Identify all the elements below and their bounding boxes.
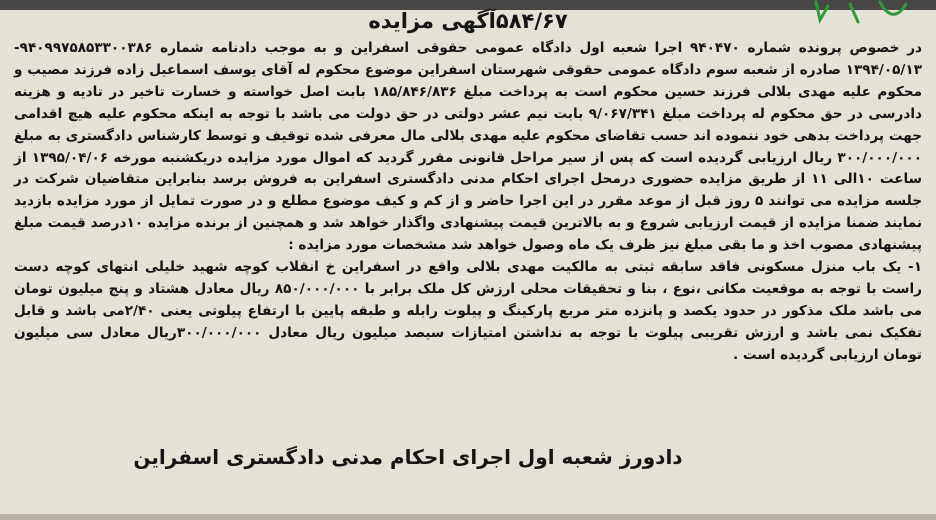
notice-signature: دادورز شعبه اول اجرای احکام مدنی دادگستری اسفراین [133,445,683,469]
bottom-edge [0,514,936,520]
notice-title: ۵۸۴/۶۷آگهی مزایده [368,9,568,33]
notice-paragraph-case: در خصوص پرونده شماره ۹۴۰۴۷۰ اجرا شعبه اول دادگاه عمومی حقوقی اسفراین و به موجب دادنامه شماره ۹۴۰۹۹۷۵۸۵۳۳۰۰۳۸۶- ۱۳۹۴/۰۵/۱۳ صادره از شعبه سوم دادگاه عمومی حقوقی شهرستان اسفراین موضوع محکوم له آقای یوسف اسماعیل زاده فرزند مصیب و محکوم علیه مهدی بلالی فرزند حسین محکوم است به پرداخت مبلغ ۱۸۵/۸۴۶/۸۳۶ بابت اصل خواسته و خسارت تاخیر در تادیه و هزینه دادرسی در حق محکوم له پرداخت مبلغ ۹/۰۶۷/۳۴۱ بابت نیم عشر دولتی در حق دولت می باشد با توجه به اینکه محکوم علیه هیچ اقدامی جهت پرداخت بدهی خود ننموده اند حسب تقاضای محکوم علیه مهدی بلالی مال معرفی شده توقیف و توسط کارشناس دادگستری به مبلغ ۳۰۰/۰۰۰/۰۰۰ ریال ارزیابی گردیده است که پس از سیر مراحل قانونی مقرر گردید که اموال مورد مزایده دریکشنبه مورخه ۱۳۹۵/۰۴/۰۶ از ساعت ۱۰الی ۱۱ از طریق مزایده حضوری درمحل اجرای احکام مدنی دادگستری اسفراین به فروش برسد بنابراین متقاضیان شرکت در جلسه مزایده می توانند ۵ روز قبل از موعد مقرر در این اجرا حاضر و از کم و کیف موضوع مطلع و در صورت تمایل از مورد مزایده بازدید نمایند ضمنا مزایده از قیمت ارزیابی شروع و به بالاترین قیمت پیشنهادی واگذار خواهد شد و همچنین از برنده مزایده ۱۰درصد قیمت مبلغ پیشنهادی مصوب اخذ و ما بقی مبلغ نیز ظرف یک ماه وصول خواهد شد مشخصات مورد مزایده : [14,40,923,254]
notice-body [14,38,922,367]
notice-paragraph-property: ۱- یک باب منزل مسکونی فاقد سابقه ثبتی به مالکیت مهدی بلالی واقع در اسفراین خ انقلاب کوچه شهید خلیلی انتهای کوچه دست راست با توجه به موقعیت مکانی ،نوع ، بنا و تحقیقات محلی ارزش کل ملک برابر با ۸۵۰/۰۰۰/۰۰۰ ریال معادل هشتاد و پنج میلیون تومان می باشد ملک مذکور در حدود یکصد و پانزده متر مربع پارکینگ و پیلوت رابله و طبقه پایین با ارتفاع پیلوتی یعنی ۲/۴۰می باشد و قابل تفکیک نمی باشد و ارزش تقریبی پیلوت با توجه به نداشتن امتیازات سیصد میلیون ریال معادل ۳۰۰/۰۰۰/۰۰۰ریال معادل سی میلیون تومان ارزیابی گردیده است . [14,259,922,363]
